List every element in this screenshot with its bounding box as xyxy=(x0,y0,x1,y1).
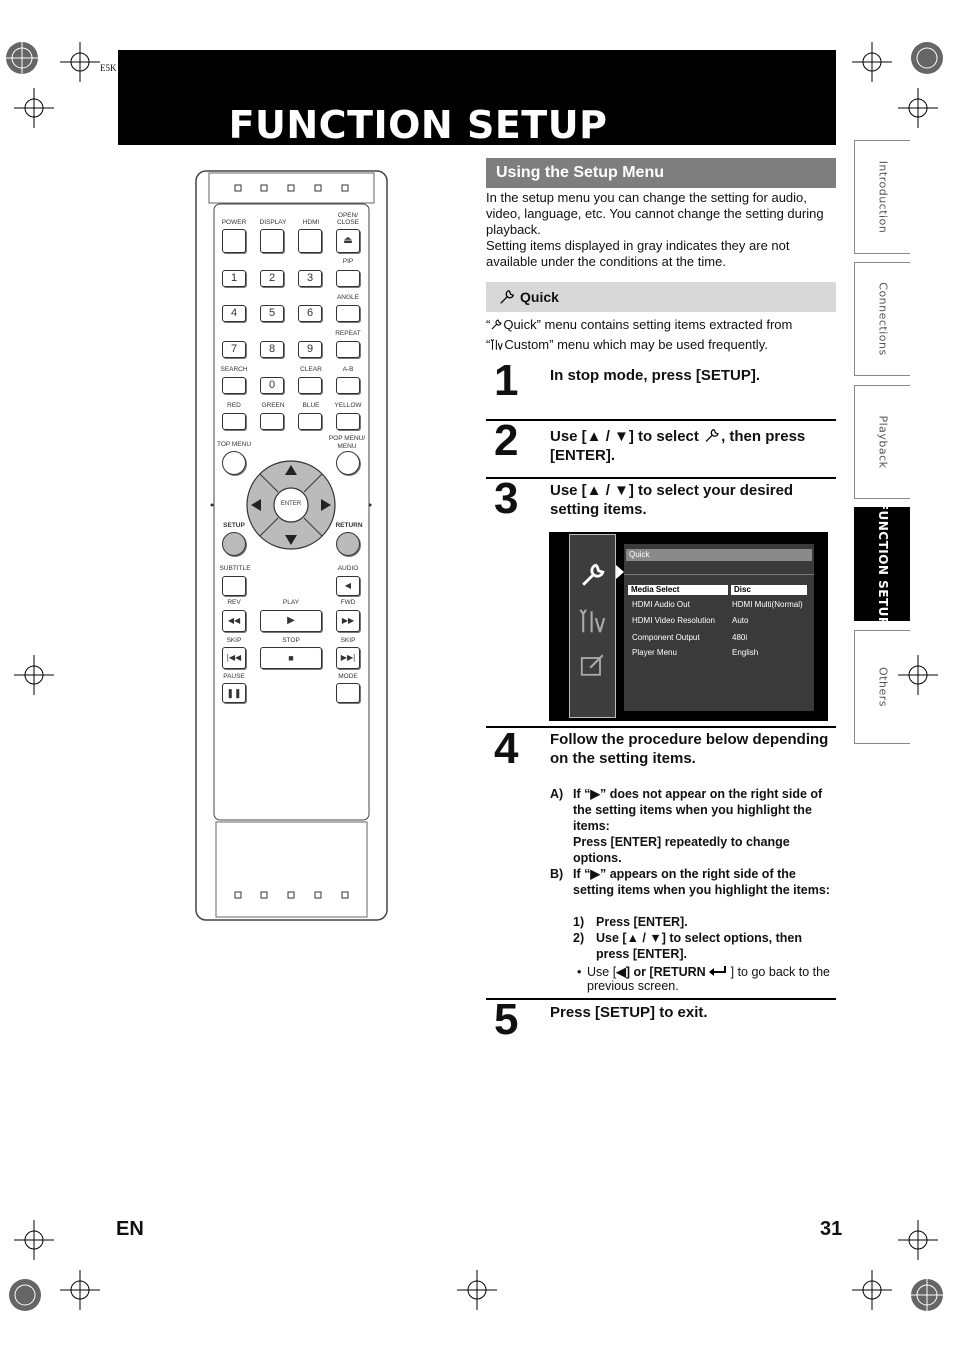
crosshair-mark xyxy=(60,42,100,82)
pop-menu-label-1: POP MENU/ xyxy=(328,435,366,442)
hdmi-button[interactable] xyxy=(298,229,322,253)
digit-2-button[interactable]: 2 xyxy=(260,270,284,287)
step-4-note: Use [◀] or [RETURN ] to go back to the previous screen. xyxy=(587,965,831,993)
osd-item-hdmi-video-resolution[interactable]: HDMI Video Resolution xyxy=(632,616,716,625)
top-menu-button[interactable] xyxy=(222,451,246,475)
side-tab-others[interactable]: Others xyxy=(854,630,910,744)
pip-label: PIP xyxy=(342,258,354,265)
digit-4-button[interactable]: 4 xyxy=(222,305,246,322)
page-number: 31 xyxy=(820,1218,843,1240)
digit-5-button[interactable]: 5 xyxy=(260,305,284,322)
tools-icon xyxy=(579,607,607,635)
step-3-text: Use [▲ / ▼] to select your desired setting items. xyxy=(550,482,794,518)
osd-value-hdmi-audio-out[interactable]: HDMI Multi(Normal) xyxy=(732,600,803,609)
angle-button[interactable] xyxy=(336,305,360,322)
wrench-icon xyxy=(490,318,503,331)
osd-item-hdmi-audio-out[interactable]: HDMI Audio Out xyxy=(632,600,690,609)
step-3-number: 3 xyxy=(494,474,519,523)
ab-label: A-B xyxy=(342,366,354,373)
display-label: DISPLAY xyxy=(259,219,287,226)
step-4-a-text: If “▶” does not appear on the right side of the setting items when you highlight the items: xyxy=(573,787,823,833)
digit-9-button[interactable]: 9 xyxy=(298,341,322,358)
digit-1-button[interactable]: 1 xyxy=(222,270,246,287)
skip-back-label: SKIP xyxy=(226,637,242,644)
step-1-text: In stop mode, press [SETUP]. xyxy=(550,367,761,384)
osd-value-player-menu[interactable]: English xyxy=(732,648,759,657)
digit-8-button[interactable]: 8 xyxy=(260,341,284,358)
crosshair-mark xyxy=(852,1270,892,1310)
intro-paragraph-2: Setting items displayed in gray indicates they are not available under the conditions at the time. xyxy=(486,238,790,269)
digit-3-button[interactable]: 3 xyxy=(298,270,322,287)
mode-button[interactable] xyxy=(336,683,360,703)
green-button[interactable] xyxy=(260,413,284,430)
power-label: POWER xyxy=(221,219,247,226)
pause-button[interactable]: ❚❚ xyxy=(222,683,246,703)
step-4-b2-label: 2) xyxy=(573,931,585,945)
return-icon xyxy=(709,966,727,976)
wrench-icon xyxy=(703,427,721,444)
return-label: RETURN xyxy=(335,522,363,529)
search-label: SEARCH xyxy=(220,366,248,373)
selection-arrow-icon xyxy=(616,565,624,579)
step-2-number: 2 xyxy=(494,416,519,465)
search-button[interactable] xyxy=(222,377,246,394)
side-tab-connections[interactable]: Connections xyxy=(854,262,910,376)
fwd-label: FWD xyxy=(340,599,356,606)
osd-value-hdmi-video-resolution[interactable]: Auto xyxy=(732,616,749,625)
side-tab-introduction[interactable]: Introduction xyxy=(854,140,910,254)
osd-divider xyxy=(624,574,814,575)
subtitle-button[interactable] xyxy=(222,576,246,596)
power-button[interactable] xyxy=(222,229,246,253)
open-close-label-2: CLOSE xyxy=(336,219,360,226)
display-button[interactable] xyxy=(260,229,284,253)
registration-mark xyxy=(5,1275,45,1315)
skip-forward-label: SKIP xyxy=(340,637,356,644)
fwd-button[interactable]: ▶▶ xyxy=(336,610,360,632)
crosshair-mark xyxy=(457,1270,497,1310)
setup-label: SETUP xyxy=(223,522,245,529)
pop-menu-button[interactable] xyxy=(336,451,360,475)
crosshair-mark xyxy=(14,88,54,128)
repeat-button[interactable] xyxy=(336,341,360,358)
open-close-label-1: OPEN/ xyxy=(337,212,359,219)
osd-tab-bar xyxy=(626,549,812,561)
hdmi-label: HDMI xyxy=(302,219,320,226)
intro-paragraph-1: In the setup menu you can change the setting for audio, video, language, etc. You cannot change the setting during playback. xyxy=(486,190,824,237)
quick-note-line-1: “ Quick” menu contains setting items extracted from xyxy=(486,317,793,332)
quick-note-line-2: “ Custom” menu which may be used frequently. xyxy=(486,337,768,352)
side-tab-function-setup[interactable]: FUNCTION SETUP xyxy=(854,507,910,621)
skip-back-button[interactable]: |◀◀ xyxy=(222,647,246,669)
blue-button[interactable] xyxy=(298,413,322,430)
setup-menu-sidebar xyxy=(569,534,616,718)
step-2-text: Use [▲ / ▼] to select , then press [ENTER]. xyxy=(550,428,806,464)
registration-mark xyxy=(907,38,947,78)
play-label: PLAY xyxy=(282,599,300,606)
step-4-text: Follow the procedure below depending on the setting items. xyxy=(550,731,829,767)
skip-forward-button[interactable]: ▶▶| xyxy=(336,647,360,669)
open-close-button[interactable]: ⏏ xyxy=(336,229,360,253)
setup-button[interactable] xyxy=(222,532,246,556)
crosshair-mark xyxy=(898,1220,938,1260)
wrench-icon xyxy=(498,288,516,306)
crosshair-mark xyxy=(898,88,938,128)
setup-menu-panel xyxy=(624,544,814,711)
step-4-number: 4 xyxy=(494,724,519,773)
clear-label: CLEAR xyxy=(300,366,322,373)
section-title: Using the Setup Menu xyxy=(486,158,836,188)
digit-7-button[interactable]: 7 xyxy=(222,341,246,358)
rev-label: REV xyxy=(227,599,241,606)
osd-item-media-select[interactable]: Media Select xyxy=(628,585,728,595)
digit-6-button[interactable]: 6 xyxy=(298,305,322,322)
crosshair-mark xyxy=(14,655,54,695)
wrench-icon xyxy=(579,561,607,589)
pop-menu-label-2: MENU xyxy=(337,443,357,450)
rev-button[interactable]: ◀◀ xyxy=(222,610,246,632)
repeat-label: REPEAT xyxy=(335,330,361,337)
step-4-b2-text: Use [▲ / ▼] to select options, then press [ENTER]. xyxy=(596,931,803,961)
registration-mark xyxy=(907,1275,947,1315)
pip-button[interactable] xyxy=(336,270,360,287)
step-5-text: Press [SETUP] to exit. xyxy=(550,1004,708,1021)
crosshair-mark xyxy=(852,42,892,82)
step-5-number: 5 xyxy=(494,995,519,1044)
remote-control xyxy=(195,170,388,921)
enter-label: ENTER xyxy=(280,501,302,507)
step-4-a-label: A) xyxy=(550,787,564,801)
stop-label: STOP xyxy=(282,637,300,644)
registration-mark xyxy=(2,38,42,78)
osd-tab-title: Quick xyxy=(629,550,650,559)
stop-button[interactable]: ■ xyxy=(260,647,322,669)
step-1-number: 1 xyxy=(494,356,519,405)
page-title: FUNCTION SETUP xyxy=(228,103,608,147)
green-label: GREEN xyxy=(261,402,285,409)
tools-icon xyxy=(490,338,504,351)
yellow-button[interactable] xyxy=(336,413,360,430)
corner-code: E5K xyxy=(100,63,117,73)
return-button[interactable] xyxy=(336,532,360,556)
side-tab-playback[interactable]: Playback xyxy=(854,385,910,499)
osd-value-media-select[interactable]: Disc xyxy=(731,585,807,595)
red-button[interactable] xyxy=(222,413,246,430)
ab-button[interactable] xyxy=(336,377,360,394)
step-divider xyxy=(486,998,836,1000)
crosshair-mark xyxy=(60,1270,100,1310)
digit-0-button[interactable]: 0 xyxy=(260,377,284,394)
edit-icon xyxy=(579,651,607,679)
step-divider xyxy=(486,477,836,479)
angle-label: ANGLE xyxy=(336,294,360,301)
red-label: RED xyxy=(227,402,241,409)
page-language: EN xyxy=(116,1218,144,1240)
step-4-b1-text: Press [ENTER]. xyxy=(596,915,688,929)
osd-value-component-output[interactable]: 480i xyxy=(732,633,748,642)
play-button[interactable]: ▶ xyxy=(260,610,322,632)
yellow-label: YELLOW xyxy=(334,402,362,409)
audio-label: AUDIO xyxy=(337,565,359,572)
pause-label: PAUSE xyxy=(223,673,245,680)
osd-item-component-output[interactable]: Component Output xyxy=(632,633,700,642)
step-divider xyxy=(486,726,836,728)
blue-label: BLUE xyxy=(302,402,320,409)
audio-button[interactable]: ◀ xyxy=(336,576,360,596)
step-4-a-action: Press [ENTER] repeatedly to change options. xyxy=(573,835,790,865)
step-4-b1-label: 1) xyxy=(573,915,585,929)
quick-heading: Quick xyxy=(486,282,836,312)
osd-item-player-menu[interactable]: Player Menu xyxy=(632,648,677,657)
mode-label: MODE xyxy=(338,673,358,680)
step-4-b-text: If “▶” appears on the right side of the setting items when you highlight the items: xyxy=(573,867,830,897)
crosshair-mark xyxy=(14,1220,54,1260)
step-4-b-label: B) xyxy=(550,867,564,881)
clear-button[interactable] xyxy=(298,377,322,394)
top-menu-label: TOP MENU xyxy=(216,441,252,448)
step-divider xyxy=(486,419,836,421)
step-4-note-bullet: • xyxy=(577,965,582,979)
subtitle-label: SUBTITLE xyxy=(219,565,251,572)
